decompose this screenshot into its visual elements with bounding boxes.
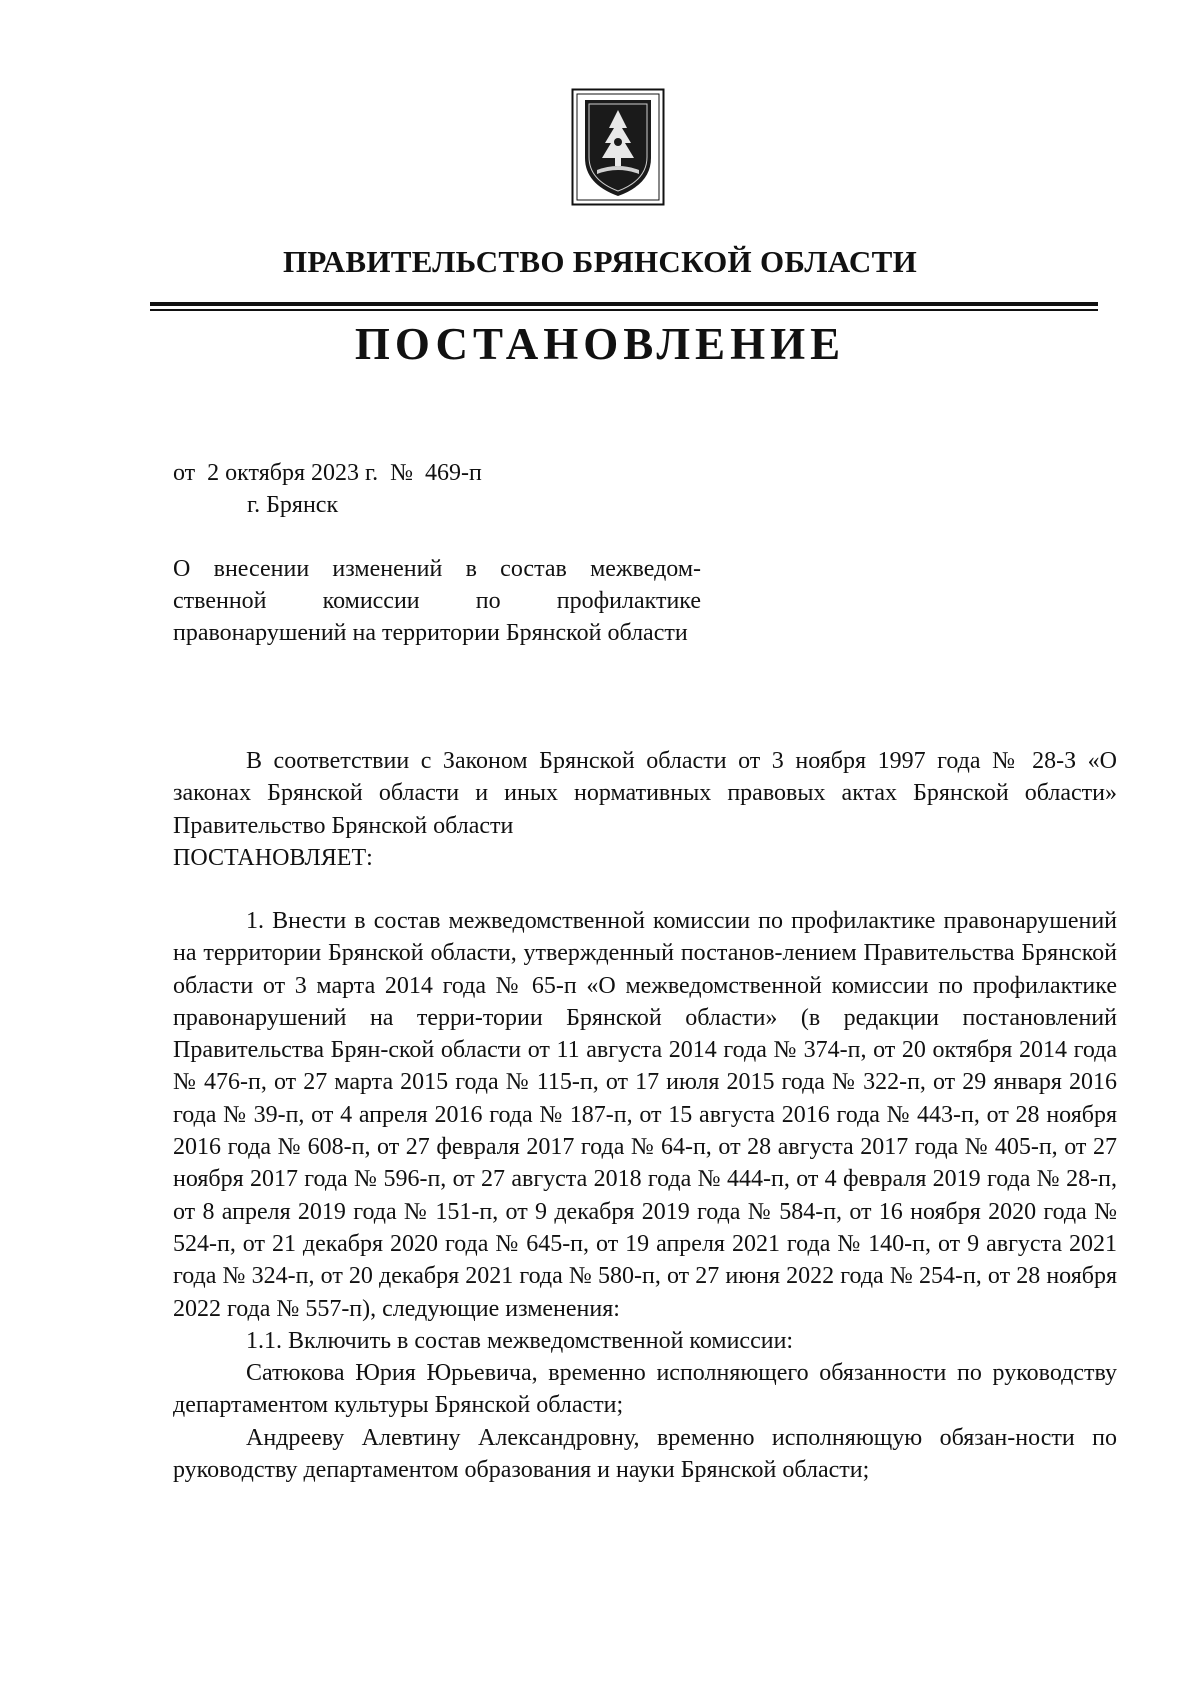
member-entry: Андрееву Алевтину Александровну, временно исполняющую обязан-ности по руководству департаментом образования и науки Брянской области; [173, 1424, 1117, 1484]
organization-title: ПРАВИТЕЛЬСТВО БРЯНСКОЙ ОБЛАСТИ [282, 244, 918, 279]
preamble-text: В соответствии с Законом Брянской области от 3 ноября 1997 года № 28-З «О законах Брянской области и иных нормативных правовых актах Брянской области» Правительство Брянской области [173, 748, 1117, 839]
document-date-number: от 2 октября 2023 г. № 469-п [173, 460, 482, 486]
point-1: 1. Внести в состав межведомственной комиссии по профилактике правонарушений на территории Брянской области, утвержденный постанов-лением Правительства Брянской области от 3 марта 2014 года № 65-п «О межведомственной комиссии по профилактике правонарушений на терри-тории Брянской области» (в редакции постановлений Правительства Брян-ской области от 11 августа 2014 года № 374-п, от 20 октября 2014 года № 476-п, от 27 марта 2015 года № 115-п, от 17 июля 2015 года № 322-п, от 29 января 2016 года № 39-п, от 4 апреля 2016 года № 187-п, от 15 августа 2016 года № 443-п, от 28 ноября 2016 года № 608-п, от 27 февраля 2017 года № 64-п, от 28 августа 2017 года № 405-п, от 27 ноября 2017 года № 596-п, от 27 августа 2018 года № 444-п, от 4 февраля 2019 года № 28-п, от 8 апреля 2019 года № 151-п, от 9 декабря 2019 года № 584-п, от 16 ноября 2020 года № 524-п, от 21 декабря 2020 года № 645-п, от 19 апреля 2021 года № 140-п, от 9 августа 2021 года № 324-п, от 20 декабря 2021 года № 580-п, от 27 июня 2022 года № 254-п, от 28 ноября 2022 года № 557-п), следующие изменения: [173, 908, 1117, 1322]
decree-word: ПОСТАНОВЛЯЕТ: [173, 844, 373, 871]
coat-of-arms-icon [571, 88, 665, 206]
member-entry: Сатюкова Юрия Юрьевича, временно исполняющего обязанности по руководству департаментом культуры Брянской области; [173, 1360, 1117, 1419]
resolution-points [173, 905, 1117, 1486]
preamble [173, 745, 1117, 874]
point-1-1: 1.1. Включить в состав межведомственной комиссии: [246, 1327, 794, 1354]
header-divider-thick [150, 302, 1098, 306]
document-subject: О внесении изменений в состав межведом-ственной комиссии по профилактике правонарушений на территории Брянской области [173, 556, 701, 646]
document-type-title: ПОСТАНОВЛЕНИЕ [354, 319, 846, 369]
header-divider-thin [150, 309, 1098, 311]
document-city: г. Брянск [247, 492, 339, 518]
